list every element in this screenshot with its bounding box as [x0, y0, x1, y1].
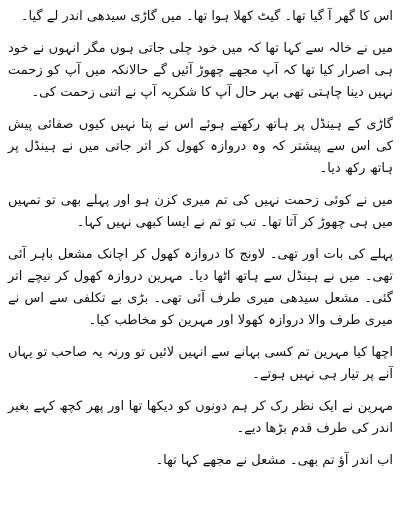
- paragraph: گاڑی کے ہینڈل پر ہاتھ رکھتے ہوئے اس نے پتا نہیں کیوں صفائی پیش کی اس سے پیشتر کہ وہ دروازہ کھول کر اتر جاتی میں نے ہینڈل پر ہاتھ رکھ دیا۔: [8, 117, 393, 176]
- paragraph: مہرین نے ایک نظر رک کر ہم دونوں کو دیکھا تھا اور پھر کچھ کہے بغیر اندر کی طرف قدم بڑھا دیے۔: [8, 399, 393, 436]
- paragraph: اس کا گھر آ گیا تھا۔ گیٹ کھلا ہوا تھا۔ میں گاڑی سیدھی اندر لے گیا۔: [20, 9, 393, 24]
- paragraph: اچھا کیا مہرین تم کسی بہانے سے انہیں لائیں تو ورنہ یہ صاحب تو یہاں آنے پر تیار ہی نہیں ہوتے۔: [8, 345, 393, 382]
- paragraph: میں نے خالہ سے کہا تھا کہ میں خود چلی جاتی ہوں مگر انہوں نے خود ہی اصرار کیا تھا کہ آپ مجھے چھوڑ آئیں گے حالانکہ میں آپ کو زحمت نہیں دینا چاہتی تھی بہر حال آپ کا شکریہ آپ نے اتنی زحمت کی۔: [8, 41, 393, 100]
- paragraph: اب اندر آؤ تم بھی۔ مشعل نے مجھے کہا تھا۔: [155, 453, 393, 468]
- paragraph: پہلے کی بات اور تھی۔ لاونج کا دروازہ کھول کر اچانک مشعل باہر آئی تھی۔ میں نے ہینڈل سے ہاتھ اٹھا دیا۔ مہرین دروازہ کھول کر نیچے اتر گئی۔ مشعل سیدھی میری طرف آئی تھی۔ بڑی بے تکلفی سے اس نے میری طرف والا دروازہ کھولا اور مہرین کو مخاطب کیا۔: [8, 247, 393, 328]
- paragraph: میں نے کوئی زحمت نہیں کی تم میری کزن ہو اور پہلے بھی تو تمہیں میں ہی چھوڑ کر آتا تھا۔ تب تو تم نے ایسا کبھی نہیں کہا۔: [8, 193, 393, 230]
